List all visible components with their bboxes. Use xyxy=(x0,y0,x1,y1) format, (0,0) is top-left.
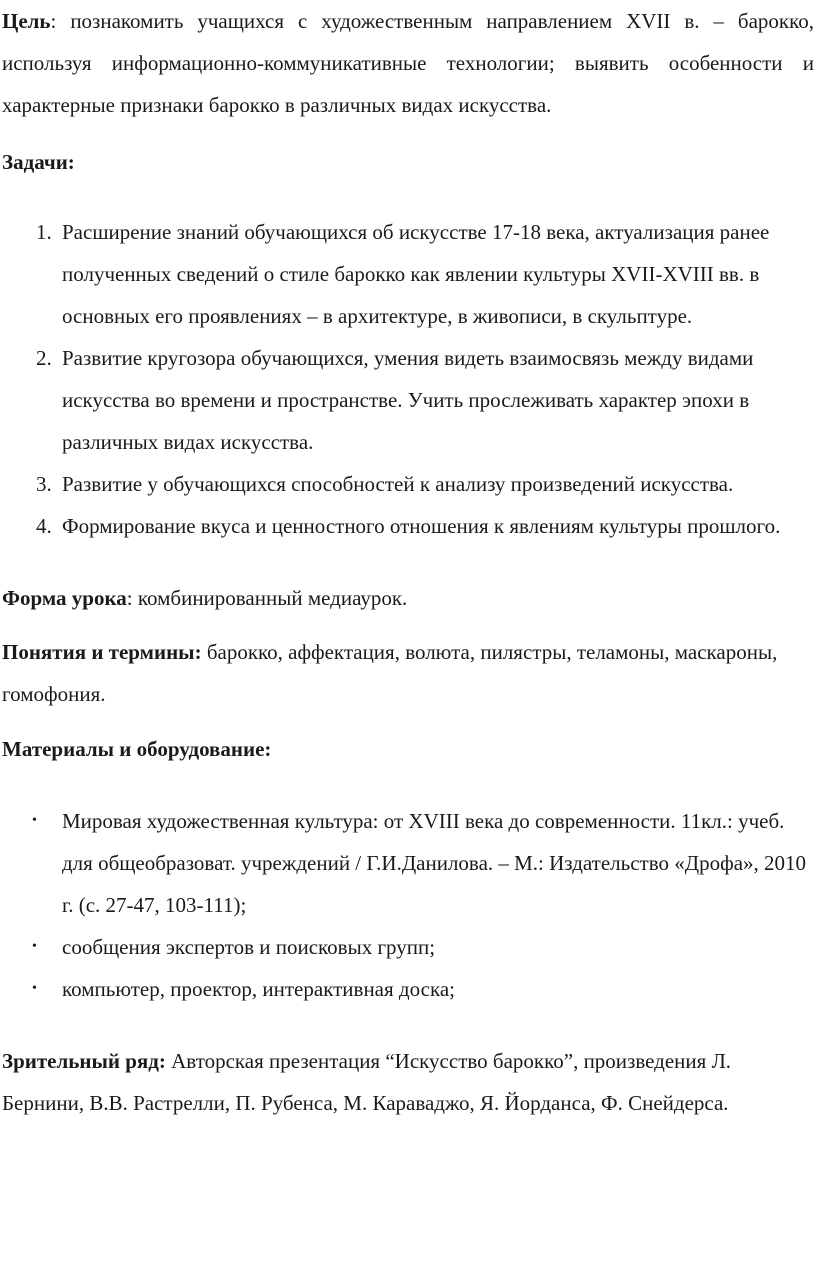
list-item xyxy=(2,211,814,337)
list-item xyxy=(2,926,814,968)
lesson-form-text: : комбинированный медиаурок. xyxy=(126,586,408,610)
list-item-number: 4. xyxy=(36,514,52,538)
bullet-icon: • xyxy=(32,813,37,828)
lesson-form-label: Форма урока xyxy=(2,586,127,610)
tasks-heading: Задачи: xyxy=(2,150,75,174)
list-item-text: Формирование вкуса и ценностного отношения к явлениям культуры прошлого. xyxy=(62,514,781,538)
list-item-text: Мировая художественная культура: от XVIII века до современности. 11кл.: учеб. для общеобразоват. учреждений / Г.И.Данилова. – М.: Издательство «Дрофа», 2010 г. (с. 27-47, 103-111); xyxy=(62,809,807,917)
list-item-number: 1. xyxy=(36,220,52,244)
terms-paragraph xyxy=(2,631,814,715)
list-item-number: 2. xyxy=(36,346,52,370)
bullet-icon: • xyxy=(32,981,37,996)
tasks-list xyxy=(2,211,814,547)
bullet-icon: • xyxy=(32,939,37,954)
materials-heading: Материалы и оборудование: xyxy=(2,737,272,761)
lesson-form-paragraph xyxy=(2,577,814,619)
list-item xyxy=(2,337,814,463)
list-item xyxy=(2,800,814,926)
terms-label: Понятия и термины: xyxy=(2,640,202,664)
list-item-text: Развитие кругозора обучающихся, умения видеть взаимосвязь между видами искусства во времени и пространстве. Учить прослеживать характер эпохи в различных видах искусства. xyxy=(62,346,754,454)
list-item-text: сообщения экспертов и поисковых групп; xyxy=(62,935,436,959)
visual-series-text: Авторская презентация “Искусство барокко”, произведения Л. Бернини, В.В. Растрелли, П. Рубенса, М. Караваджо, Я. Йорданса, Ф. Снейдерса. xyxy=(2,1049,732,1115)
terms-text: барокко, аффектация, волюта, пилястры, теламоны, маскароны, гомофония. xyxy=(2,640,778,706)
goal-text: : познакомить учащихся с художественным направлением XVII в. – барокко, используя информационно-коммуникативные технологии; выявить особенности и характерные признаки барокко в различных видах искусства. xyxy=(2,9,814,117)
list-item xyxy=(2,505,814,547)
goal-label: Цель xyxy=(2,9,51,33)
visual-series-paragraph xyxy=(2,1040,814,1124)
goal-paragraph xyxy=(2,0,814,126)
list-item xyxy=(2,463,814,505)
list-item xyxy=(2,968,814,1010)
materials-list xyxy=(2,800,814,1010)
visual-series-label: Зрительный ряд: xyxy=(2,1049,166,1073)
list-item-number: 3. xyxy=(36,472,52,496)
list-item-text: компьютер, проектор, интерактивная доска; xyxy=(62,977,455,1001)
list-item-text: Расширение знаний обучающихся об искусстве 17-18 века, актуализация ранее полученных сведений о стиле барокко как явлении культуры XVII-XVIII вв. в основных его проявлениях – в архитектуре, в живописи, в скульптуре. xyxy=(62,220,770,328)
list-item-text: Развитие у обучающихся способностей к анализу произведений искусства. xyxy=(62,472,734,496)
